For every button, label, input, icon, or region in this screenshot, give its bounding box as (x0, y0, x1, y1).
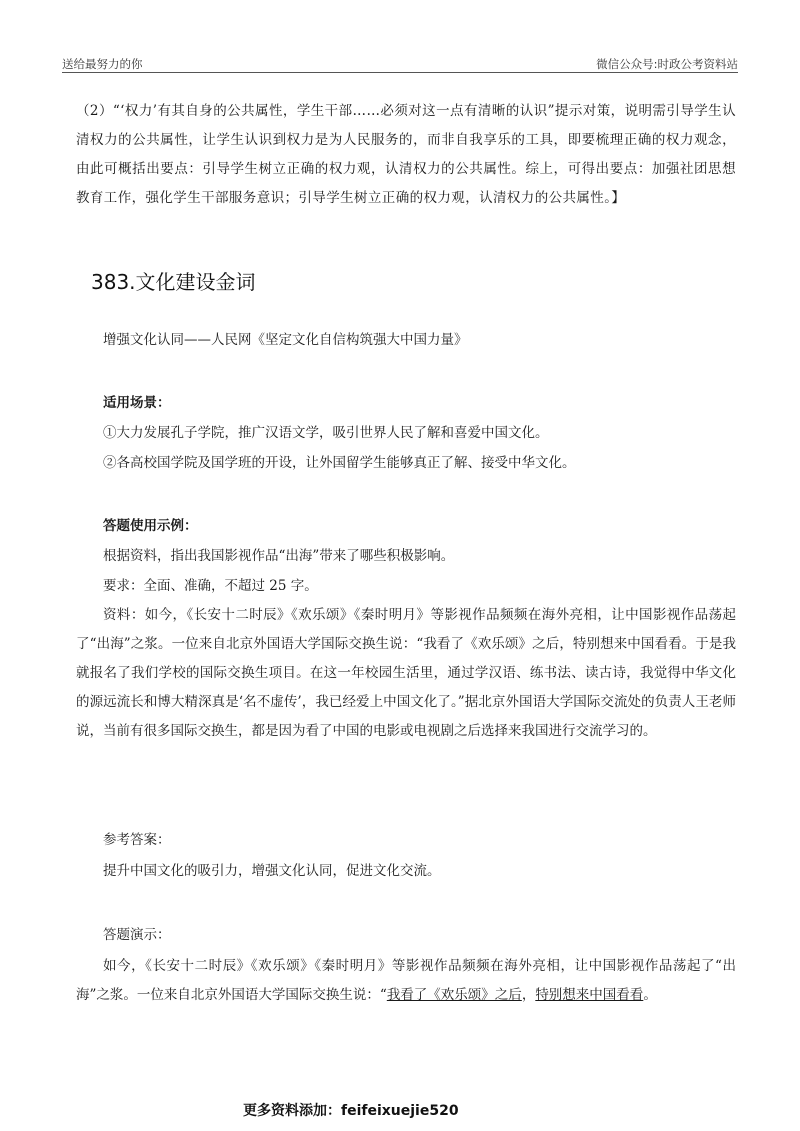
scenario-item-2: ②各高校国学院及国学班的开设，让外国留学生能够真正了解、接受中华文化。 (103, 455, 576, 471)
example-heading: 答题使用示例： (103, 518, 198, 534)
reference-heading: 参考答案： (103, 832, 171, 848)
example-material: 资料：如今，《长安十二时辰》《欢乐颂》《秦时明月》等影视作品频频在海外亮相，让中国影视作品荡起了“出海”之浆。一位来自北京外国语大学国际交换生说：“我看了《欢乐颂》之后，特别想来中国看看。于是我就报名了我们学校的国际交换生项目。在这一年校园生活里，通过学汉语、练书法、读古诗，我觉得中华文化的源远流长和博大精深真是‘名不虚传’，我已经爱上中国文化了。”据北京外国语大学国际交流处的负责人王老师说，当前有很多国际交换生，都是因为看了中国的电影或电视剧之后选择来我国进行交流学习的。 (76, 607, 736, 739)
demo-underline-1: 我看了《欢乐颂》之后 (386, 987, 522, 1003)
page-header (62, 52, 738, 73)
source-line: 增强文化认同——人民网《坚定文化自信构筑强大中国力量》 (103, 332, 468, 348)
demo-separator: ， (521, 987, 536, 1003)
demo-heading: 答题演示： (103, 927, 171, 943)
demo-paragraph (76, 952, 736, 1010)
header-left-text: 送给最努力的你 (62, 57, 143, 71)
example-question: 根据资料，指出我国影视作品“出海”带来了哪些积极影响。 (103, 548, 455, 564)
scenarios-heading: 适用场景： (103, 395, 171, 411)
header-right-text: 微信公众号:时政公考资料站 (596, 57, 738, 71)
demo-end: 。 (643, 987, 657, 1003)
reference-answer: 提升中国文化的吸引力，增强文化认同，促进文化交流。 (103, 863, 441, 879)
demo-underline-2: 特别想来中国看看 (535, 987, 644, 1003)
scenario-item-1: ①大力发展孔子学院，推广汉语文学，吸引世界人民了解和喜爱中国文化。 (103, 425, 549, 441)
demo-text: 如今，《长安十二时辰》《欢乐颂》《秦时明月》等影视作品频频在海外亮相，让中国影视作品荡起了“出海”之浆。一位来自北京外国语大学国际交换生说：“ (76, 958, 736, 1003)
section-title: 383.文化建设金词 (91, 270, 256, 294)
example-requirement: 要求：全面、准确，不超过 25 字。 (103, 578, 318, 594)
intro-paragraph: （2）“‘权力’有其自身的公共属性，学生干部……必须对这一点有清晰的认识”提示对策，说明需引导学生认清权力的公共属性，让学生认识到权力是为人民服务的，而非自我享乐的工具，即要梳理正确的权力观念，由此可概括出要点：引导学生树立正确的权力观，认清权力的公共属性。综上，可得出要点：加强社团思想教育工作，强化学生干部服务意识；引导学生树立正确的权力观，认清权力的公共属性。】 (76, 103, 736, 206)
footer-text: 更多资料添加：feifeixuejie520 (243, 1103, 459, 1119)
